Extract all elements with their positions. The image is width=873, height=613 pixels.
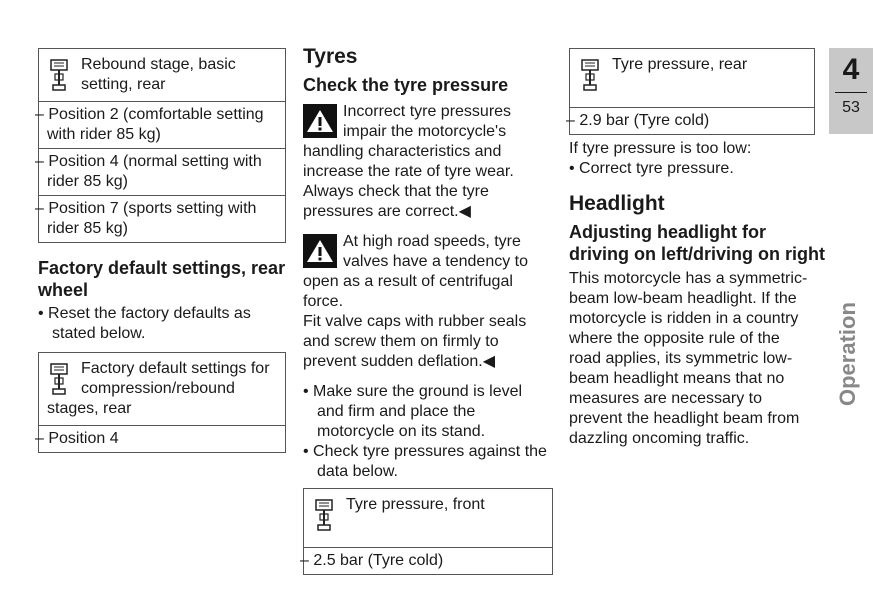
tyre-pressure-subheading: Check the tyre pressure	[303, 75, 509, 95]
headlight-subheading: Adjusting headlight for driving on left/driving on right	[569, 222, 825, 264]
rear-pressure-box	[566, 48, 815, 135]
headlight-heading: Headlight	[569, 192, 665, 215]
rebound-spec-title: Rebound stage, basic setting, rear	[81, 56, 236, 93]
warning1-text: Incorrect tyre pressures impair the motorcycle's handling characteristics and increase the rate of tyre wear.	[303, 103, 514, 180]
chapter-tab	[829, 48, 873, 134]
tyre-valve-warning	[303, 232, 553, 312]
warning2-text: At high road speeds, tyre valves have a tendency to open as a result of centrifugal force.	[303, 233, 529, 310]
pressure-gauge-icon	[578, 57, 606, 95]
rear-pressure-header	[570, 49, 814, 107]
factory-defaults-bullet: • Reset the factory defaults as stated below.	[38, 305, 251, 342]
page-number: 53	[842, 99, 860, 116]
tab-divider	[835, 92, 867, 93]
warning-icon	[303, 104, 337, 138]
chapter-number: 4	[842, 53, 860, 86]
suspension-tool-icon	[47, 361, 75, 399]
factory-defaults-box	[35, 352, 286, 453]
headlight-body: This motorcycle has a symmetric-beam low-beam headlight. If the motorcycle is ridden in a country where the opposite rule of the road applies, its symmetric low-beam headlight means that no measures are necessary to prevent the headlight beam from dazzling oncoming traffic.	[569, 270, 808, 447]
front-pressure-box	[300, 488, 553, 575]
section-side-label	[830, 296, 870, 406]
section-name: Operation	[835, 302, 860, 406]
rebound-position-4: – Position 4 (normal setting with rider 85 kg)	[39, 148, 285, 195]
rear-pressure-title: Tyre pressure, rear	[612, 56, 748, 73]
tyres-heading: Tyres	[303, 45, 358, 68]
front-pressure-header	[304, 489, 552, 547]
correct-pressure-bullet: • Correct tyre pressure.	[569, 160, 734, 177]
right-column	[566, 48, 825, 449]
middle-column	[300, 44, 553, 575]
check-pressure-bullet: • Check tyre pressures against the data below.	[303, 443, 547, 480]
front-pressure-title: Tyre pressure, front	[346, 496, 485, 513]
rebound-position-7: – Position 7 (sports setting with rider 85 kg)	[39, 195, 285, 242]
factory-defaults-heading: Factory default settings, rear wheel	[38, 258, 286, 300]
factory-defaults-header	[39, 353, 285, 425]
warning2-continuation: Fit valve caps with rubber seals and screw them on firmly to prevent sudden deflation.◀	[303, 313, 527, 370]
rear-pressure-value: – 2.9 bar (Tyre cold)	[570, 107, 814, 134]
rebound-position-2: – Position 2 (comfortable setting with rider 85 kg)	[39, 101, 285, 148]
left-column	[35, 48, 286, 453]
tyre-pressure-warning	[303, 102, 553, 182]
ground-bullet: • Make sure the ground is level and firm and place the motorcycle on its stand.	[303, 383, 523, 440]
low-pressure-text: If tyre pressure is too low:	[569, 140, 752, 157]
suspension-tool-icon	[47, 57, 75, 95]
factory-defaults-title: Factory default settings for compression/rebound stages, rear	[47, 360, 270, 417]
rebound-spec-header	[39, 49, 285, 101]
pressure-gauge-icon	[312, 497, 340, 535]
factory-defaults-value: – Position 4	[39, 425, 285, 452]
warning-icon	[303, 234, 337, 268]
front-pressure-value: – 2.5 bar (Tyre cold)	[304, 547, 552, 574]
warning1-continuation: Always check that the tyre pressures are correct.◀	[303, 183, 489, 220]
rebound-spec-box	[35, 48, 286, 243]
